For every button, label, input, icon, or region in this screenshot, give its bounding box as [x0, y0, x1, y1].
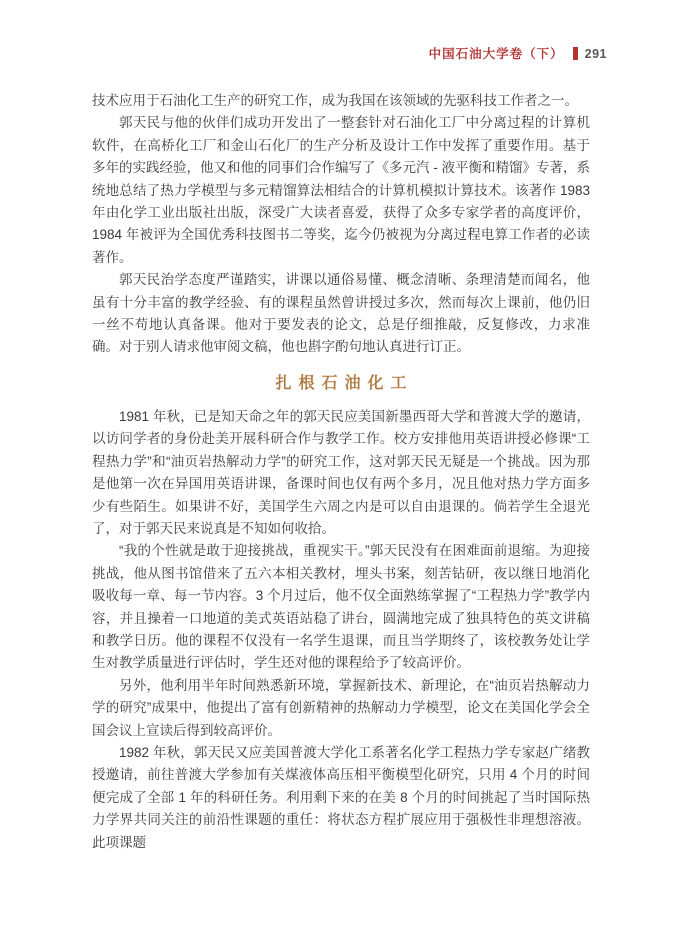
- page-header: [0, 44, 680, 62]
- header-divider-bar: [573, 47, 578, 60]
- paragraph-teaching-rigor: 郭天民治学态度严谨踏实，讲课以通俗易懂、概念清晰、条理清楚而闻名，他虽有十分丰富的教学经验、有的课程虽然曾讲授过多次，然而每次上课前，他仍旧一丝不苟地认真备课。他对于要发表的论文，总是仔细推敲，反复修改，力求准确。对于别人请求他审阅文稿，他也斟字酌句地认真进行订正。: [92, 272, 590, 355]
- volume-title: 中国石油大学卷（下）: [428, 47, 564, 61]
- section-heading: 扎根石油化工: [275, 372, 414, 392]
- paragraph-oil-shale-research: 另外，他利用半年时间熟悉新环境，掌握新技术、新理论，在“油页岩热解动力学的研究”成果中，他提出了富有创新精神的热解动力学模型，论文在美国化学会全国会议上宣读后得到较高评价。: [92, 677, 590, 738]
- paragraph-continuation: 技术应用于石油化工生产的研究工作，成为我国在该领域的先驱科技工作者之一。: [92, 93, 578, 108]
- paragraph-1982-purdue: 1982 年秋，郭天民又应美国普渡大学化工系著名化学工程热力学专家赵广绪教授邀请，前往普渡大学参加有关煤液体高压相平衡模型化研究，只用 4 个月的时间便完成了全部 1 年的科研任务。利用剩下来的在美 8 个月的时间挑起了当时国际热力学界共同关注的前沿性课题的重任：将状态方程扩展应用于强极性非理想溶液。此项课题: [92, 744, 590, 850]
- page-number: 291: [584, 47, 607, 61]
- page-body: [0, 90, 680, 854]
- paragraph-software-development: 郭天民与他的伙伴们成功开发出了一整套针对石油化工厂中分离过程的计算机软件，在高桥化工厂和金山石化厂的生产分析及设计工作中发挥了重要作用。基于多年的实践经验，他又和他的同事们合作编写了《多元汽 - 液平衡和精馏》专著，系统地总结了热力学模型与多元精馏算法相结合的计算机模拟计算技术。该著作 1983 年由化学工业出版社出版，深受广大读者喜爱，获得了众多专家学者的高度评价，1984 年被评为全国优秀科技图书二等奖，迄今仍被视为分离过程电算工作者的必读著作。: [92, 115, 590, 265]
- paragraph-challenge: “我的个性就是敢于迎接挑战，重视实干。”郭天民没有在困难面前退缩。为迎接挑战，他从图书馆借来了五六本相关教材，埋头书案，刻苦钻研，夜以继日地消化吸收每一章、每一节内容。3 个月过后，他不仅全面熟练掌握了“工程热力学”教学内容，并且操着一口地道的美式英语站稳了讲台，圆满地完成了独具特色的英文讲稿和教学日历。他的课程不仅没有一名学生退课，而且当学期终了，该校教务处让学生对教学质量进行评估时，学生还对他的课程给予了较高评价。: [92, 543, 590, 671]
- paragraph-1981-visit: 1981 年秋，已是知天命之年的郭天民应美国新墨西哥大学和普渡大学的邀请，以访问学者的身份赴美开展科研合作与教学工作。校方安排他用英语讲授必修课“工程热力学”和“油页岩热解动力学”的研究工作，这对郭天民无疑是一个挑战。因为那是他第一次在异国用英语讲课，备课时间也仅有两个多月，况且他对热力学方面多少有些陌生。如果讲不好，美国学生六周之内是可以自由退课的。倘若学生全退光了，对于郭天民来说真是不知如何收拾。: [92, 408, 590, 536]
